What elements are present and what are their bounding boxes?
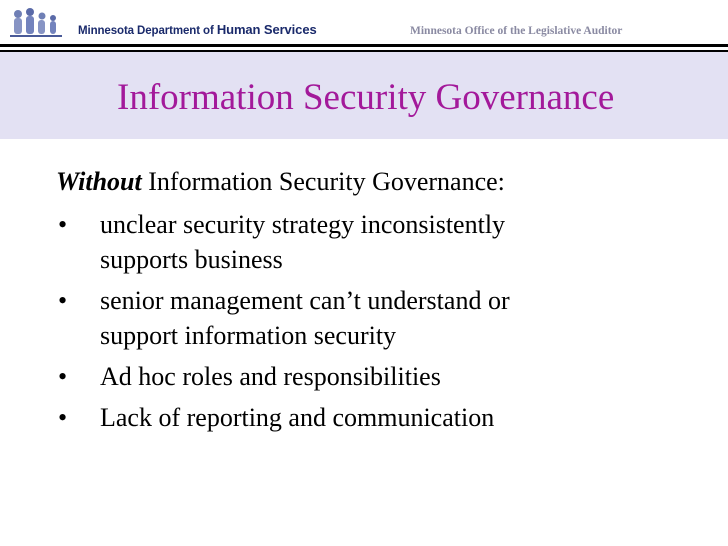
bullet-list [56,207,676,441]
list-item [56,359,676,394]
intro-text: Information Security Governance: [141,167,505,196]
bullet-text: Ad hoc roles and responsibilities [100,362,441,391]
bullet-icon: • [58,403,68,432]
bullet-text: supports business [100,245,283,274]
intro-emphasis: Without [56,167,142,196]
department-name [78,22,317,37]
header-divider [0,44,728,47]
department-name-prefix: Minnesota Department of [78,25,217,37]
bullet-text: unclear security strategy inconsistently [100,210,506,239]
slide-title: Information Security Governance [117,77,615,118]
bullet-text: support information security [100,321,397,350]
intro-line [56,167,505,197]
bullet-icon: • [58,210,68,239]
department-name-strong: Human Services [216,22,317,37]
bullet-icon: • [58,362,68,391]
bullet-text: senior management can’t understand or [100,286,510,315]
agency-name: Minnesota Office of the Legislative Auditor [410,25,623,37]
bullet-text: Lack of reporting and communication [100,403,495,432]
list-item [56,283,676,353]
slide-header [0,0,728,44]
bullet-icon: • [58,286,68,315]
dhs-logo-icon [8,6,64,40]
list-item [56,400,676,435]
list-item [56,207,676,277]
